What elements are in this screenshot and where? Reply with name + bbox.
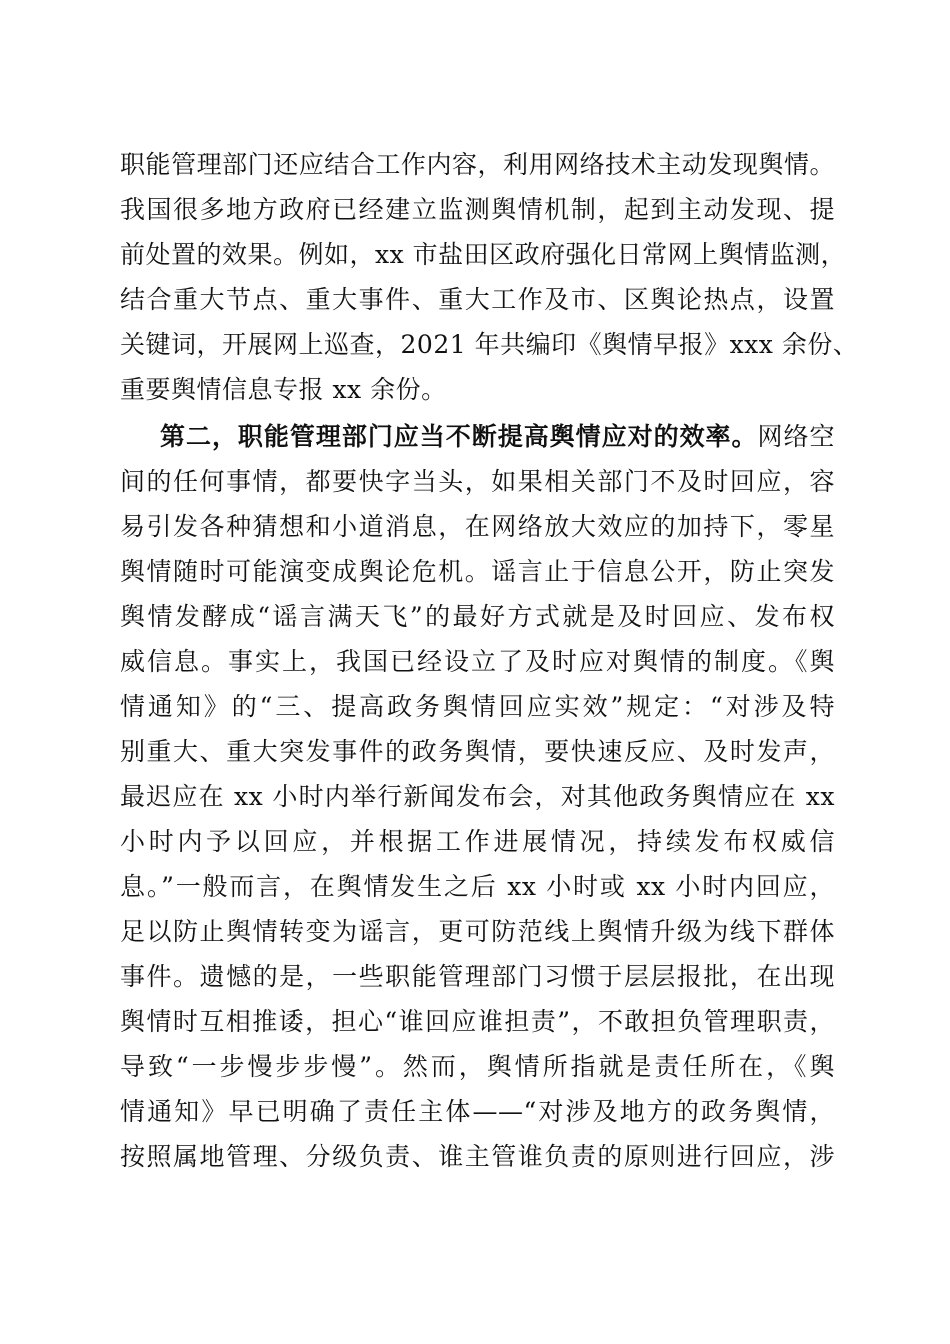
text-line-18: 足以防止舆情转变为谣言，更可防范线上舆情升级为线下群体 <box>120 917 835 946</box>
text-line-1: 职能管理部门还应结合工作内容，利用网络技术主动发现舆情。 <box>120 150 835 179</box>
text-line-16: 小时内予以回应，并根据工作进展情况，持续发布权威信 <box>120 827 835 856</box>
text-line-23: 按照属地管理、分级负责、谁主管谁负责的原则进行回应，涉 <box>120 1142 835 1171</box>
text-line-19: 事件。遗憾的是，一些职能管理部门习惯于层层报批，在出现 <box>120 962 835 991</box>
text-line-17: 息。”一般而言，在舆情发生之后 xx 小时或 xx 小时内回应， <box>120 872 835 901</box>
text-line-2: 我国很多地方政府已经建立监测舆情机制，起到主动发现、提 <box>120 195 835 224</box>
text-line-14: 别重大、重大突发事件的政务舆情，要快速反应、及时发声， <box>120 737 835 766</box>
text-line-20: 舆情时互相推诿，担心“谁回应谁担责”，不敢担负管理职责， <box>120 1007 835 1036</box>
text-line-15: 最迟应在 xx 小时内举行新闻发布会，对其他政务舆情应在 xx <box>120 782 835 811</box>
text-line-3: 前处置的效果。例如，xx 市盐田区政府强化日常网上舆情监测， <box>120 240 847 269</box>
text-line-9: 易引发各种猜想和小道消息，在网络放大效应的加持下，零星 <box>120 512 835 541</box>
text-line-10: 舆情随时可能演变成舆论危机。谣言止于信息公开，防止突发 <box>120 557 835 586</box>
text-line-13: 情通知》的“三、提高政务舆情回应实效”规定：“对涉及特 <box>120 692 835 721</box>
text-line-7 <box>160 414 835 460</box>
text-line-8: 间的任何事情，都要快字当头，如果相关部门不及时回应，容 <box>120 467 835 496</box>
text-line-11: 舆情发酵成“谣言满天飞”的最好方式就是及时回应、发布权 <box>120 602 835 631</box>
paragraph-lead-rest: 网络空 <box>757 422 835 451</box>
text-line-21: 导致“一步慢步步慢”。然而，舆情所指就是责任所在，《舆 <box>120 1052 835 1081</box>
text-line-5: 关键词，开展网上巡查，2021 年共编印《舆情早报》xxx 余份、 <box>120 330 859 359</box>
text-line-6: 重要舆情信息专报 xx 余份。 <box>120 375 447 404</box>
text-line-4: 结合重大节点、重大事件、重大工作及市、区舆论热点，设置 <box>120 285 835 314</box>
text-line-22: 情通知》早已明确了责任主体——“对涉及地方的政务舆情， <box>120 1097 835 1126</box>
paragraph-lead-heading: 第二，职能管理部门应当不断提高舆情应对的效率。 <box>160 422 758 451</box>
text-line-12: 威信息。事实上，我国已经设立了及时应对舆情的制度。《舆 <box>120 647 835 676</box>
